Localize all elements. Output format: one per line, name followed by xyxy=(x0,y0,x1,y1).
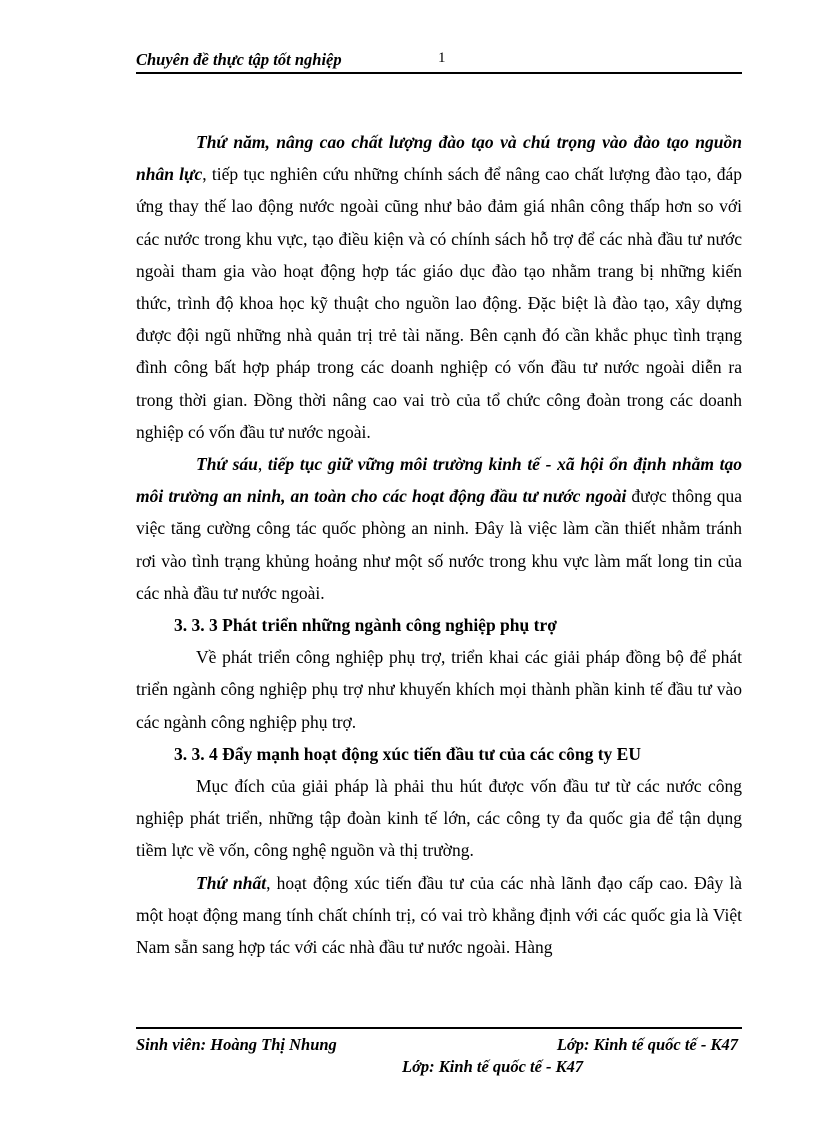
paragraph: Về phát triển công nghiệp phụ trợ, triển khai các giải pháp đồng bộ để phát triển ngành công nghiệp phụ trợ như khuyến khích mọi thành phần kinh tế đầu tư vào các ngành công nghiệp phụ trợ. xyxy=(136,647,742,732)
class-label: Lớp: Kinh tế quốc tế - K47 xyxy=(556,1035,738,1054)
page-header xyxy=(136,50,742,74)
paragraph-lead: tiếp tục giữ vững môi trường kinh tế - xã hội ổn định nhằm tạo môi trường an ninh, an toàn cho các hoạt động đầu tư nước ngoài xyxy=(136,454,743,507)
paragraph-text: , xyxy=(257,454,268,475)
paragraph-lead: Thứ nhất xyxy=(196,872,267,893)
paragraph-lead: Thứ sáu xyxy=(196,454,258,475)
paragraph-text: được thông qua việc tăng cường công tác quốc phòng an ninh. Đây là việc làm cần thiết nhằm tránh rơi vào tình trạng khủng hoảng như một số nước trong khu vực làm mất long tin của các nhà đầu tư nước ngoài. xyxy=(136,486,742,603)
paragraph xyxy=(136,448,742,609)
paragraph xyxy=(136,126,742,448)
page-footer xyxy=(136,1027,742,1076)
document-title: Chuyên đề thực tập tốt nghiệp xyxy=(136,50,342,69)
document-body xyxy=(136,126,742,963)
student-name: Sinh viên: Hoàng Thị Nhung xyxy=(136,1035,337,1054)
paragraph-text: , hoạt động xúc tiến đầu tư của các nhà lãnh đạo cấp cao. Đây là một hoạt động mang tính chất chính trị, có vai trò khẳng định với các quốc gia là Việt Nam sẵn sang hợp tác với các nhà đầu tư nước ngoài. Hàng xyxy=(136,872,743,958)
paragraph-lead: Thứ năm, nâng cao chất lượng đào tạo và chú trọng vào đào tạo nguồn nhân lực xyxy=(136,132,742,185)
paragraph: Mục đích của giải pháp là phải thu hút được vốn đầu tư từ các nước công nghiệp phát triển, những tập đoàn kinh tế lớn, các công ty đa quốc gia để tận dụng tiềm lực về vốn, công nghệ nguồn và thị trường. xyxy=(136,776,742,861)
class-label: Lớp: Kinh tế quốc tế - K47 xyxy=(402,1057,584,1076)
paragraph-text: , tiếp tục nghiên cứu những chính sách để nâng cao chất lượng đào tạo, đáp ứng thay thế lao động nước ngoài cũng như bảo đảm giá nhân công thấp hơn so với các nước trong khu vực, tạo điều kiện và có chính sách hỗ trợ để các nhà đầu tư nước ngoài tham gia vào hoạt động hợp tác giáo dục đào tạo nhằm trang bị những kiến thức, trình độ khoa học kỹ thuật cho nguồn lao động. Đặc biệt là đào tạo, xây dựng được đội ngũ những nhà quản trị trẻ tài năng. Bên cạnh đó cần khắc phục tình trạng đình công bất hợp pháp trong các doanh nghiệp có vốn đầu tư nước ngoài diễn ra trong thời gian. Đồng thời nâng cao vai trò của tổ chức công đoàn trong các doanh nghiệp có vốn đầu tư nước ngoài. xyxy=(136,164,742,442)
section-heading: 3. 3. 4 Đẩy mạnh hoạt động xúc tiến đầu tư của các công ty EU xyxy=(174,743,641,764)
section-heading: 3. 3. 3 Phát triển những ngành công nghiệp phụ trợ xyxy=(174,615,557,636)
page-number: 1 xyxy=(438,50,446,66)
paragraph xyxy=(136,867,742,964)
